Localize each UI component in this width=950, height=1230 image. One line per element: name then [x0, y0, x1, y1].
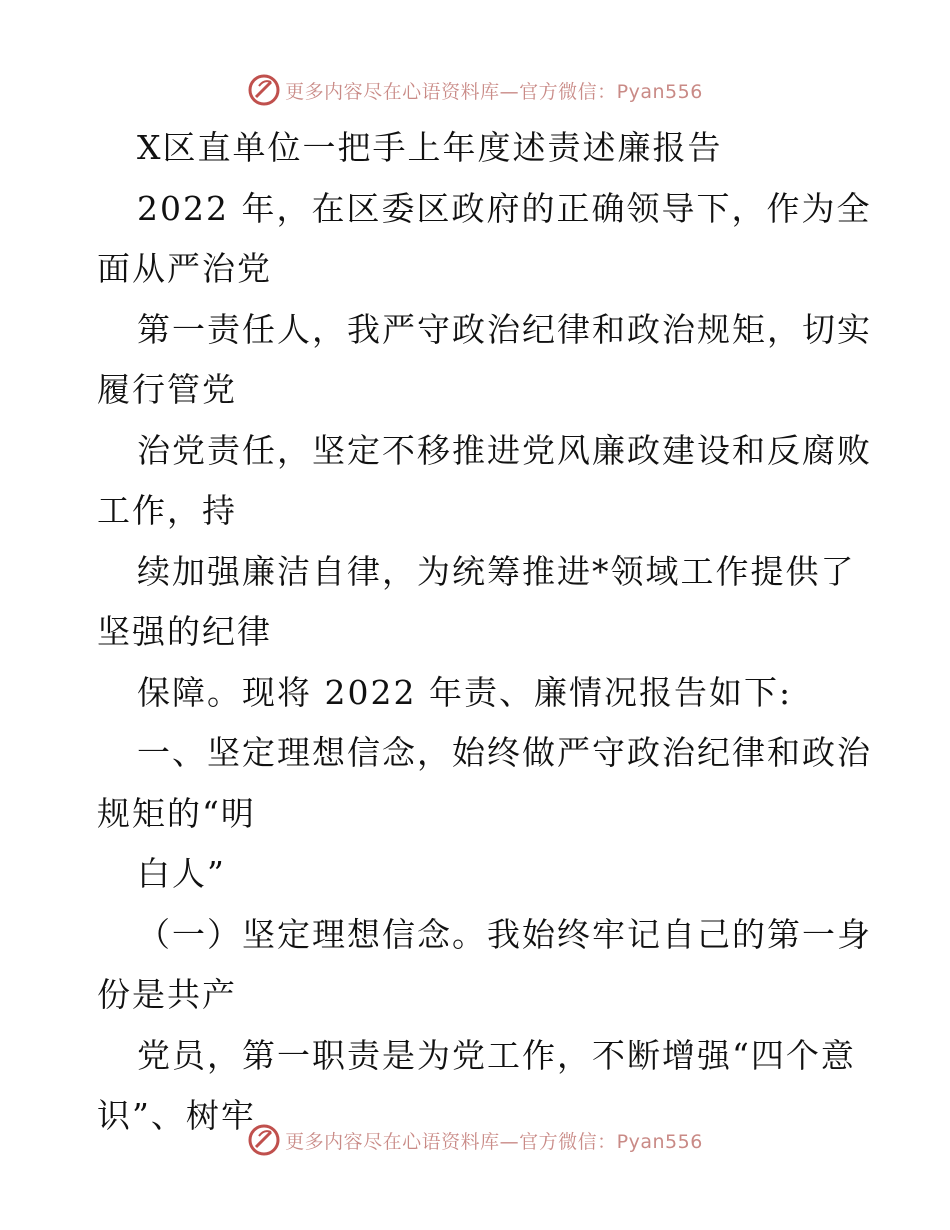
text-line: 党员，第一职责是为党工作，不断增强“四个意 — [137, 1035, 856, 1075]
watermark-header — [0, 70, 950, 110]
text-line: 规矩的“明 — [97, 793, 256, 833]
text-line: （一）坚定理想信念。我始终牢记自己的第一身 — [137, 914, 872, 954]
text-line: 坚强的纪律 — [97, 612, 272, 651]
text-line: 白人” — [137, 854, 226, 893]
text-line: 面从严治党 — [97, 249, 272, 288]
text-line: 2022 年，在区委区政府的正确领导下，作为全 — [137, 188, 872, 228]
document-body — [97, 118, 872, 1147]
watermark-text: 更多内容尽在心语资料库—官方微信：Pyan556 — [285, 80, 703, 103]
logo-icon — [247, 73, 281, 107]
logo-icon — [247, 1123, 281, 1157]
text-line: X区直单位一把手上年度述责述廉报告 — [137, 128, 723, 167]
text-line: 第一责任人，我严守政治纪律和政治规矩，切实 — [137, 309, 872, 349]
text-line: 履行管党 — [97, 370, 237, 409]
watermark-footer — [0, 1120, 950, 1160]
text-line: 一、坚定理想信念，始终做严守政治纪律和政治 — [137, 733, 872, 772]
text-line: 保障。现将 2022 年责、廉情况报告如下: — [137, 672, 793, 712]
text-line: 份是共产 — [97, 975, 237, 1014]
text-line: 工作，持 — [97, 491, 237, 530]
text-line: 识”、树牢 — [97, 1096, 256, 1135]
text-line: 治党责任，坚定不移推进党风廉政建设和反腐败 — [137, 430, 872, 470]
watermark-text: 更多内容尽在心语资料库—官方微信：Pyan556 — [285, 1130, 703, 1153]
text-line: 续加强廉洁自律，为统筹推进*领域工作提供了 — [137, 551, 856, 591]
